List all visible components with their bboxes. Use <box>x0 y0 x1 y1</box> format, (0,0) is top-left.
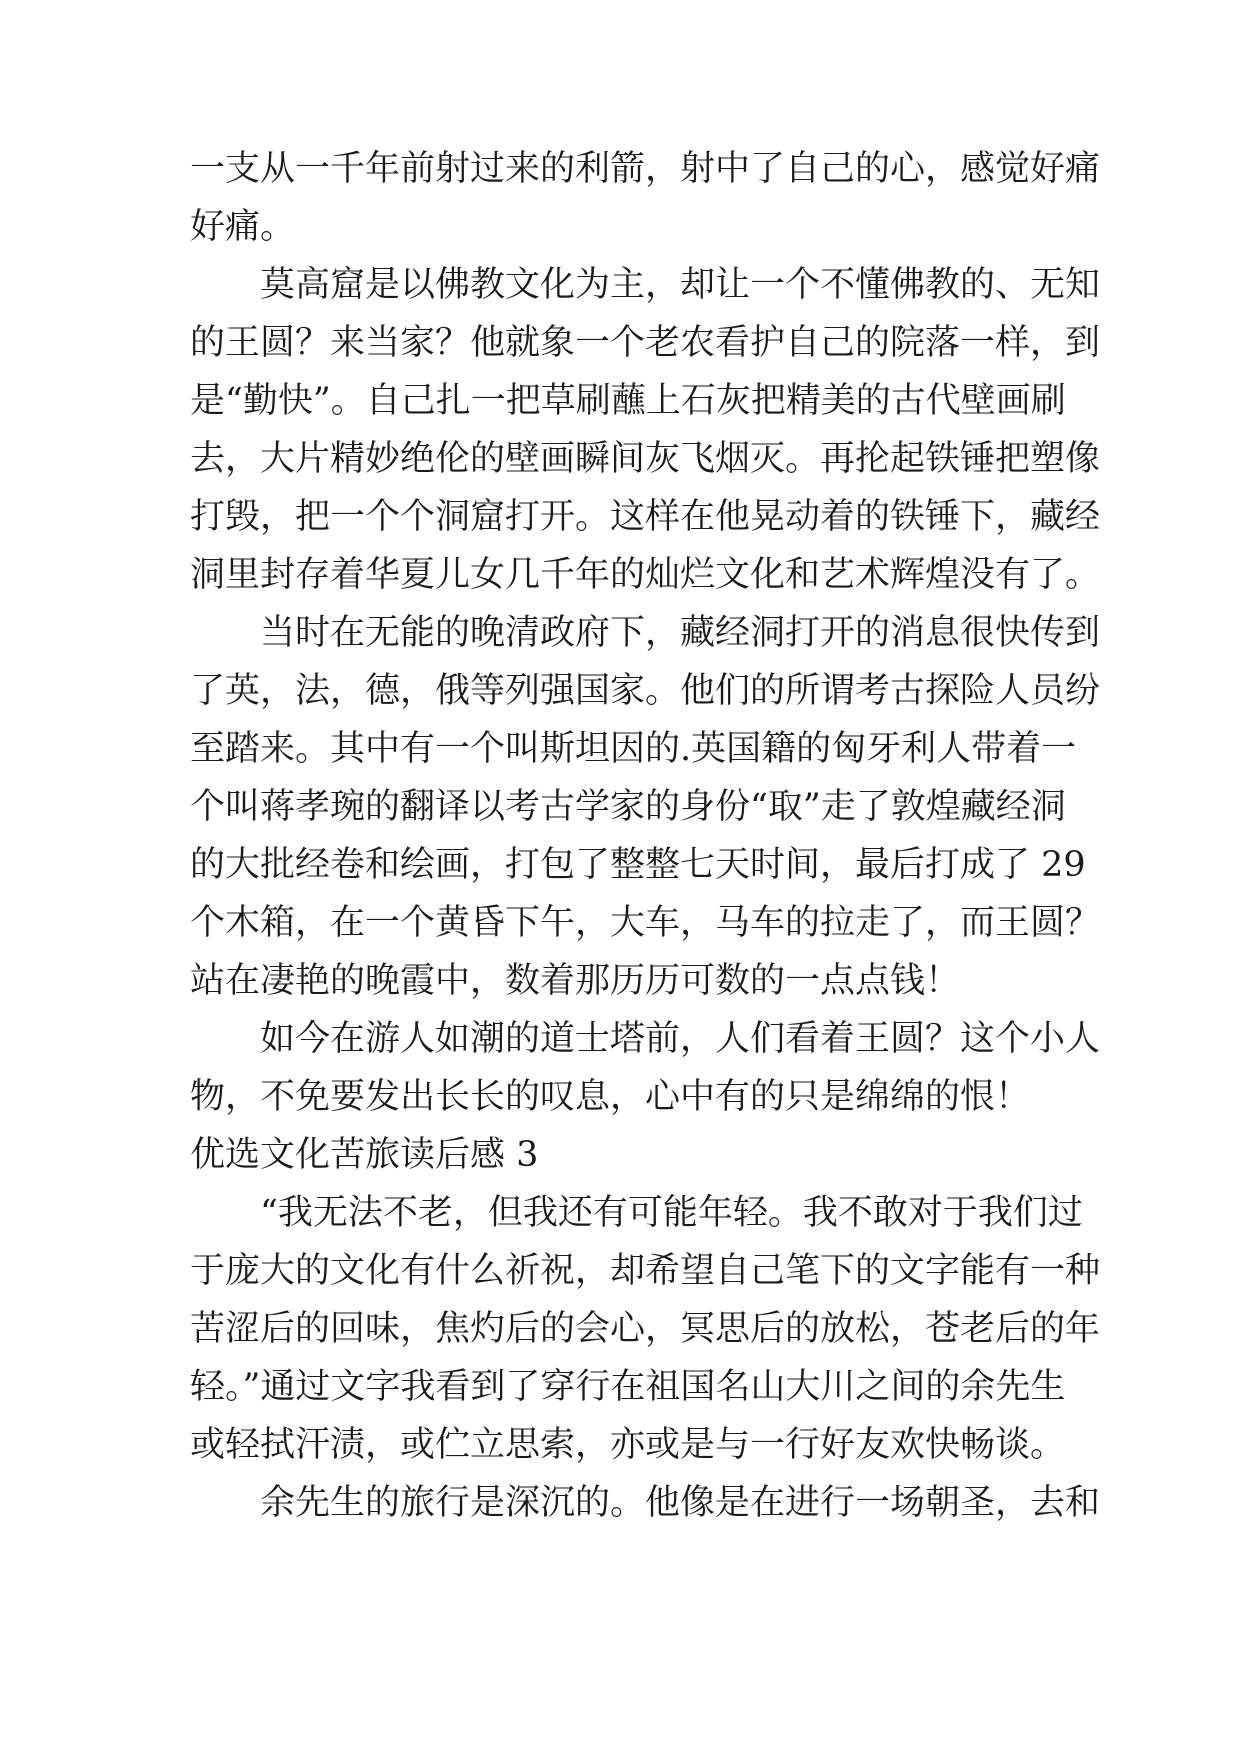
text-line: 是“勤快”。自己扎一把草刷蘸上石灰把精美的古代壁画刷 <box>190 381 1066 421</box>
text-line: 洞里封存着华夏儿女几千年的灿烂文化和艺术辉煌没有了。 <box>190 555 1101 595</box>
text-line: 苦涩后的回味，焦灼后的会心，冥思后的放松，苍老后的年 <box>190 1309 1101 1349</box>
text-line: 个叫蒋孝琬的翻译以考古学家的身份“取”走了敦煌藏经洞 <box>190 787 1066 827</box>
text-line: 打毁，把一个个洞窟打开。这样在他晃动着的铁锤下，藏经 <box>190 497 1101 537</box>
section-heading: 优选文化苦旅读后感 3 <box>190 1135 539 1175</box>
paragraph-start: 当时在无能的晚清政府下，藏经洞打开的消息很快传到 <box>190 613 1101 653</box>
paragraph-start: 如今在游人如潮的道士塔前，人们看着王圆？这个小人 <box>190 1019 1101 1059</box>
text-line: 轻。”通过文字我看到了穿行在祖国名山大川之间的余先生 <box>190 1367 1066 1407</box>
text-line: 好痛。 <box>190 207 296 247</box>
text-line: 物，不免要发出长长的叹息，心中有的只是绵绵的恨！ <box>190 1077 1031 1117</box>
text-line: 去，大片精妙绝伦的壁画瞬间灰飞烟灭。再抡起铁锤把塑像 <box>190 439 1101 479</box>
text-line: 个木箱，在一个黄昏下午，大车，马车的拉走了，而王圆？ <box>190 903 1101 943</box>
text-line: 至踏来。其中有一个叫斯坦因的.英国籍的匈牙利人带着一 <box>190 729 1077 769</box>
paragraph-start: “我无法不老，但我还有可能年轻。我不敢对于我们过 <box>190 1193 1083 1233</box>
text-line: 的王圆？来当家？他就象一个老农看护自己的院落一样，到 <box>190 323 1101 363</box>
paragraph-start: 余先生的旅行是深沉的。他像是在进行一场朝圣，去和 <box>190 1483 1101 1523</box>
text-line: 的大批经卷和绘画，打包了整整七天时间，最后打成了 29 <box>190 845 1086 885</box>
paragraph-start: 莫高窟是以佛教文化为主，却让一个不懂佛教的、无知 <box>190 265 1101 305</box>
text-line: 于庞大的文化有什么祈祝，却希望自己笔下的文字能有一种 <box>190 1251 1101 1291</box>
text-line: 一支从一千年前射过来的利箭，射中了自己的心，感觉好痛 <box>190 149 1101 189</box>
text-line: 了英，法，德，俄等列强国家。他们的所谓考古探险人员纷 <box>190 671 1101 711</box>
text-line: 站在凄艳的晚霞中，数着那历历可数的一点点钱！ <box>190 961 961 1001</box>
text-line: 或轻拭汗渍，或伫立思索，亦或是与一行好友欢快畅谈。 <box>190 1425 1066 1465</box>
